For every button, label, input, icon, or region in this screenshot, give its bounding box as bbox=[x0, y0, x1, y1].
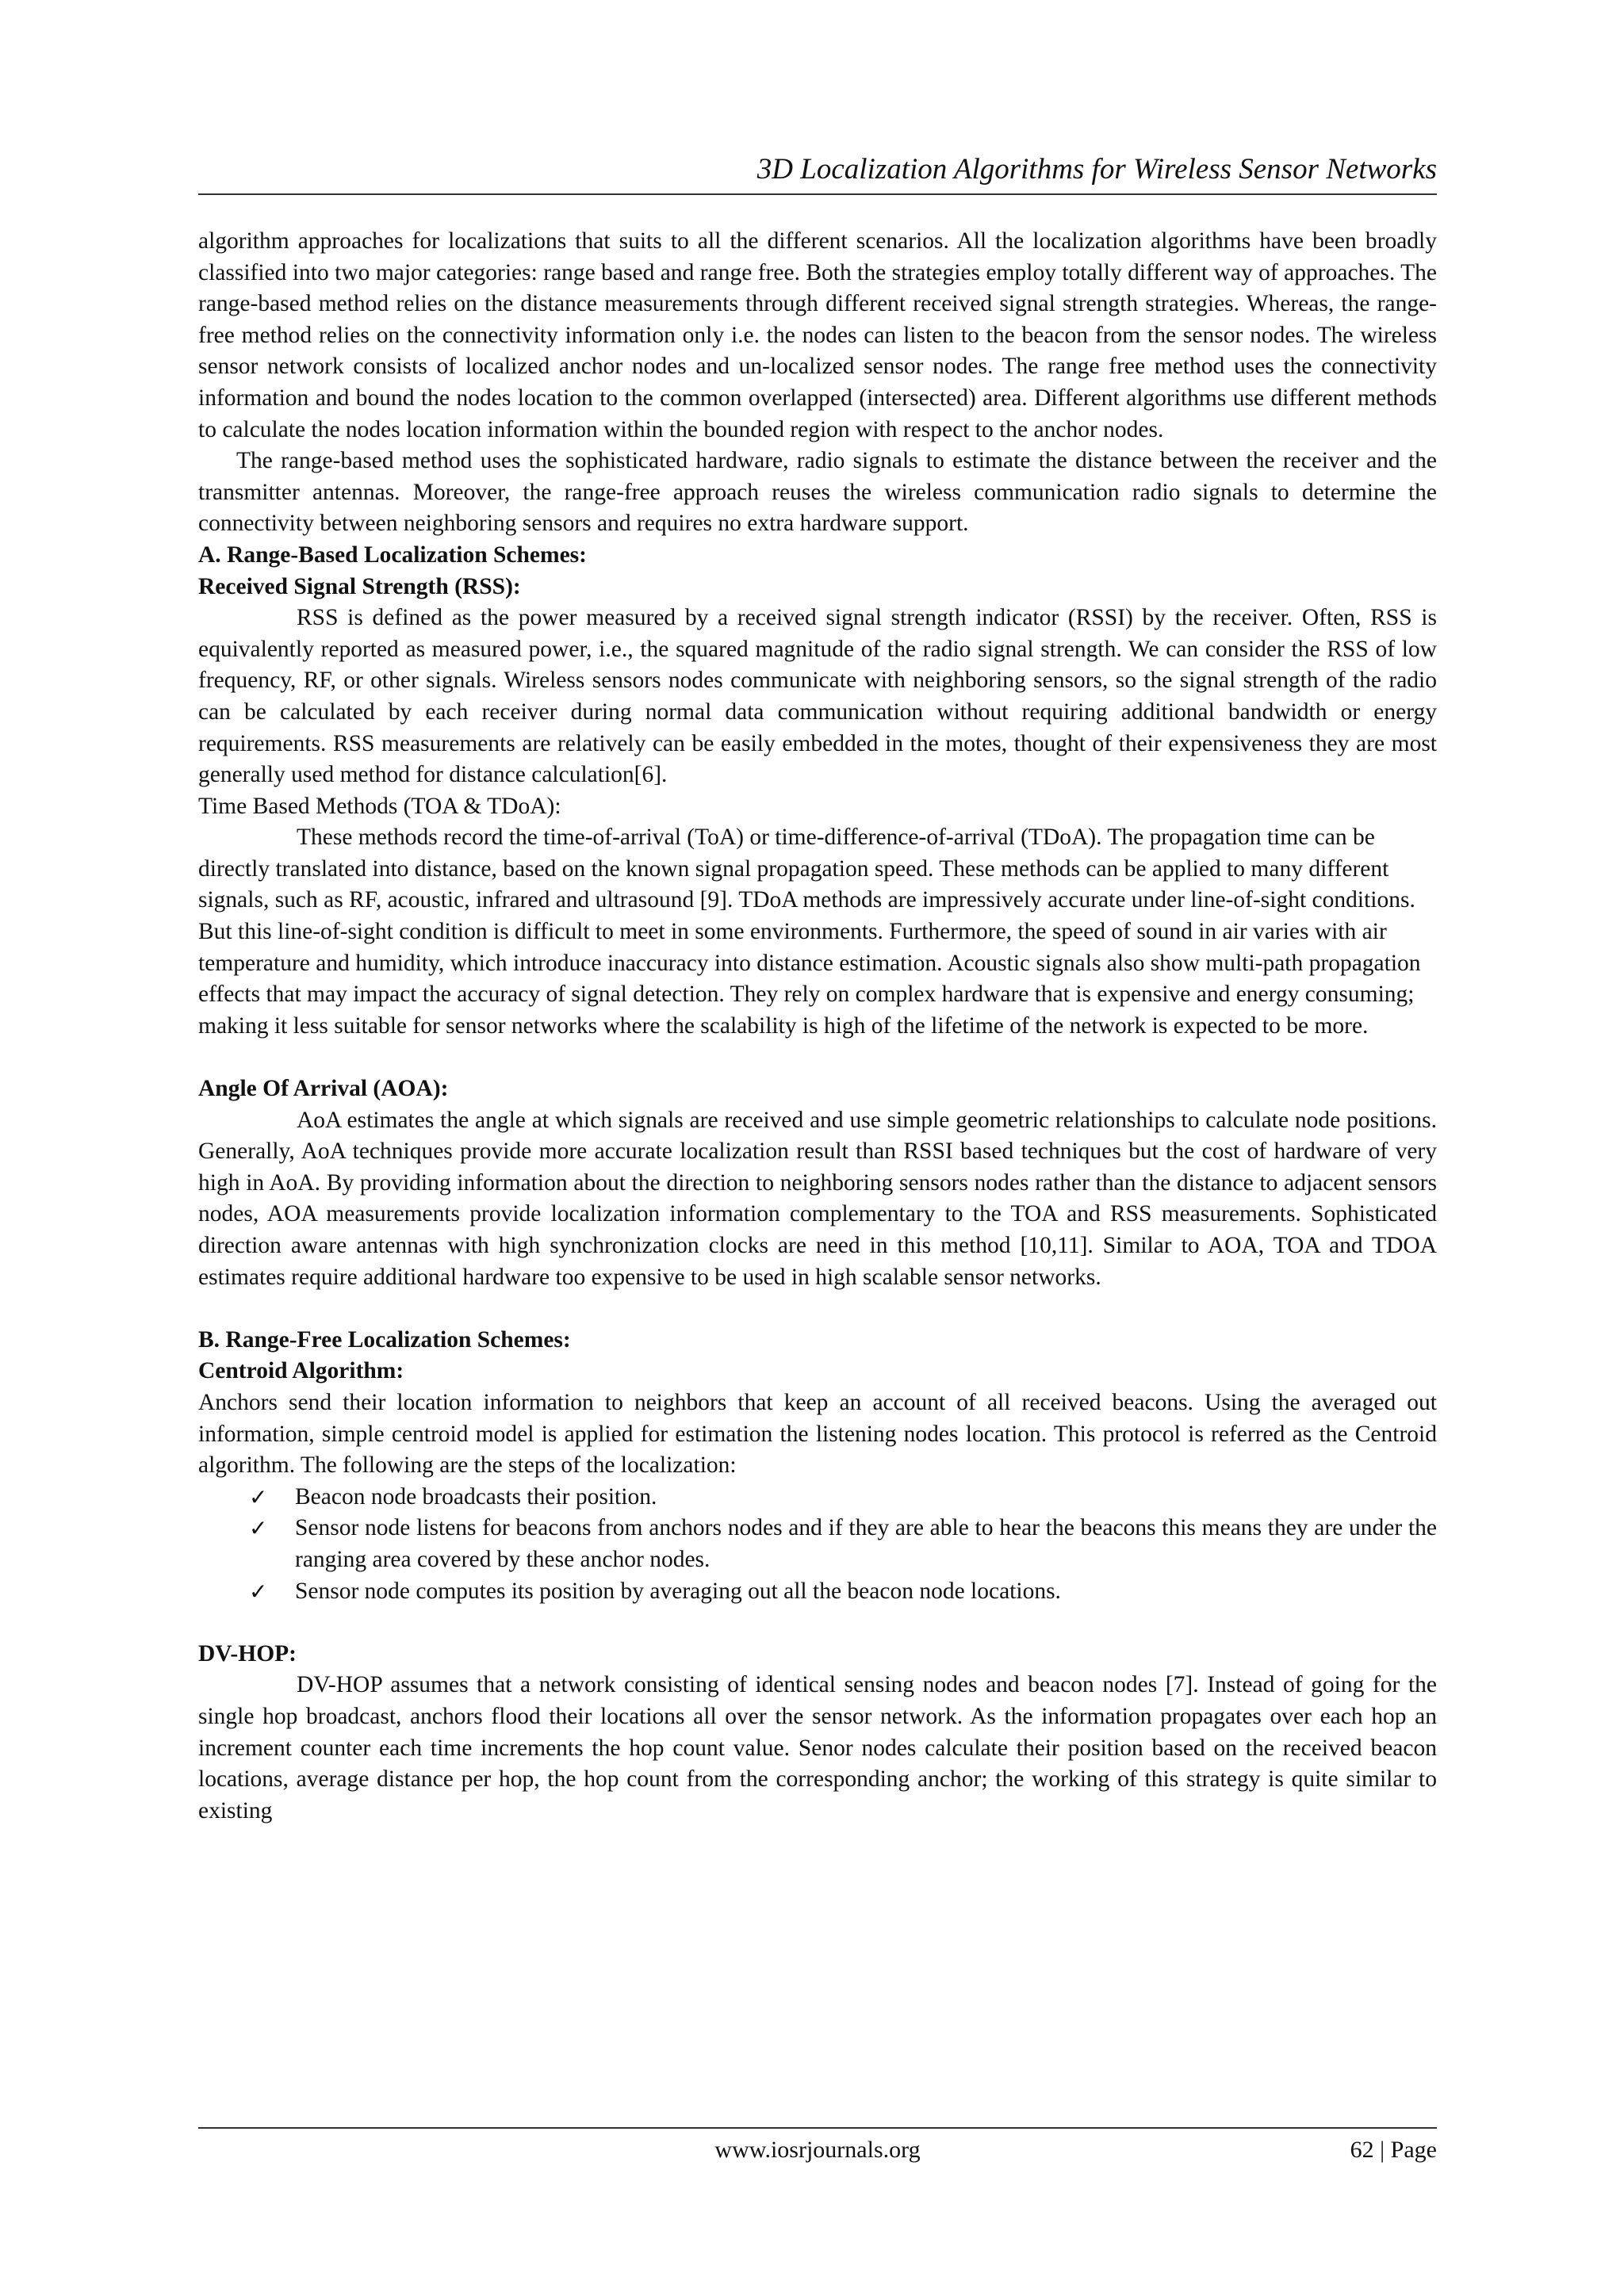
rss-paragraph: RSS is defined as the power measured by a received signal strength indicator (RSSI) by the receiver. Often, RSS is equivalently reported as measured power, i.e., the squared magnitude of the radio signal strength. We can consider the RSS of low frequency, RF, or other signals. Wireless sensors nodes communicate with neighboring sensors, so the signal strength of the radio can be calculated by each receiver during normal data communication without requiring additional bandwidth or energy requirements. RSS measurements are relatively can be easily embedded in the motes, thought of their expensiveness they are most generally used method for distance calculation[6]. bbox=[198, 605, 1437, 788]
running-header-title: 3D Localization Algorithms for Wireless Sensor Networks bbox=[756, 153, 1437, 186]
dvhop-heading: DV-HOP: bbox=[198, 1640, 297, 1667]
journal-url: www.iosrjournals.org bbox=[714, 2137, 921, 2163]
dvhop-paragraph: DV-HOP assumes that a network consisting of identical sensing nodes and beacon nodes [7]. Instead of going for the single hop broadcast, anchors flood their locations all over the sensor network. As the information propagates over each hop an increment counter each time increments the hop count value. Senor nodes calculate their position based on the received beacon locations, average distance per hop, the hop count from the corresponding anchor; the working of this strategy is quite similar to existing bbox=[198, 1672, 1437, 1823]
toa-heading: Time Based Methods (TOA & TDoA): bbox=[198, 793, 561, 819]
list-item-text: Sensor node listens for beacons from anchors nodes and if they are able to hear the beacons this means they are under the ranging area covered by these anchor nodes. bbox=[295, 1515, 1437, 1572]
check-icon: ✓ bbox=[249, 1578, 268, 1605]
list-item bbox=[249, 1576, 1437, 1608]
page-footer bbox=[198, 2133, 1437, 2168]
spacer bbox=[198, 1042, 1437, 1073]
footer-rule bbox=[198, 2127, 1437, 2129]
list-item bbox=[249, 1513, 1437, 1575]
check-icon: ✓ bbox=[249, 1515, 268, 1542]
aoa-paragraph: AoA estimates the angle at which signals are received and use simple geometric relationships to calculate node positions. Generally, AoA techniques provide more accurate localization result than RSSI based techniques but the cost of hardware of very high in AoA. By providing information about the direction to neighboring sensors nodes rather than the distance to adjacent sensors nodes, AOA measurements provide localization information complementary to the TOA and RSS measurements. Sophisticated direction aware antennas with high synchronization clocks are need in this method [10,11]. Similar to AOA, TOA and TDOA estimates require additional hardware too expensive to be used in high scalable sensor networks. bbox=[198, 1107, 1437, 1290]
centroid-paragraph: Anchors send their location information to neighbors that keep an account of all received beacons. Using the averaged out information, simple centroid model is applied for estimation the listening nodes location. This protocol is referred as the Centroid algorithm. The following are the steps of the localization: bbox=[198, 1389, 1437, 1479]
list-item bbox=[249, 1482, 1437, 1513]
intro-paragraph-1: algorithm approaches for localizations that suits to all the different scenarios. All the localization algorithms have been broadly classified into two major categories: range based and range free. Both the strategies employ totally different way of approaches. The range-based method relies on the distance measurements through different received signal strength strategies. Whereas, the range-free method relies on the connectivity information only i.e. the nodes can listen to the beacon from the sensor nodes. The wireless sensor network consists of localized anchor nodes and un-localized sensor nodes. The range free method uses the connectivity information and bound the nodes location to the common overlapped (intersected) area. Different algorithms use different methods to calculate the nodes location information within the bounded region with respect to the anchor nodes. bbox=[198, 228, 1437, 442]
header-rule bbox=[198, 193, 1437, 195]
rss-heading: Received Signal Strength (RSS): bbox=[198, 573, 521, 599]
list-item-text: Sensor node computes its position by averaging out all the beacon node locations. bbox=[295, 1578, 1061, 1604]
spacer bbox=[198, 1293, 1437, 1325]
toa-paragraph: These methods record the time-of-arrival (ToA) or time-difference-of-arrival (TDoA). The propagation time can be directly translated into distance, based on the known signal propagation speed. These methods can be applied to many different signals, such as RF, acoustic, infrared and ultrasound [9]. TDoA methods are impressively accurate under line-of-sight conditions. But this line-of-sight condition is difficult to meet in some environments. Furthermore, the speed of sound in air varies with air temperature and humidity, which introduce inaccuracy into distance estimation. Acoustic signals also show multi-path propagation effects that may impact the accuracy of signal detection. They rely on complex hardware that is expensive and energy consuming; making it less suitable for sensor networks where the scalability is high of the lifetime of the network is expected to be more. bbox=[198, 825, 1421, 1039]
intro-paragraph-2: The range-based method uses the sophisticated hardware, radio signals to estimate the distance between the receiver and the transmitter antennas. Moreover, the range-free approach reuses the wireless communication radio signals to determine the connectivity between neighboring sensors and requires no extra hardware support. bbox=[198, 448, 1437, 537]
spacer bbox=[198, 1607, 1437, 1639]
paper-page bbox=[198, 0, 1437, 2296]
page-number: 62 | Page bbox=[1350, 2137, 1437, 2163]
check-icon: ✓ bbox=[249, 1483, 268, 1510]
centroid-steps-list bbox=[198, 1482, 1437, 1607]
section-b-heading: B. Range-Free Localization Schemes: bbox=[198, 1326, 571, 1353]
article-body bbox=[198, 226, 1437, 1827]
section-a-heading: A. Range-Based Localization Schemes: bbox=[198, 541, 587, 568]
list-item-text: Beacon node broadcasts their position. bbox=[295, 1483, 657, 1510]
aoa-heading: Angle Of Arrival (AOA): bbox=[198, 1076, 449, 1102]
centroid-heading: Centroid Algorithm: bbox=[198, 1358, 404, 1384]
